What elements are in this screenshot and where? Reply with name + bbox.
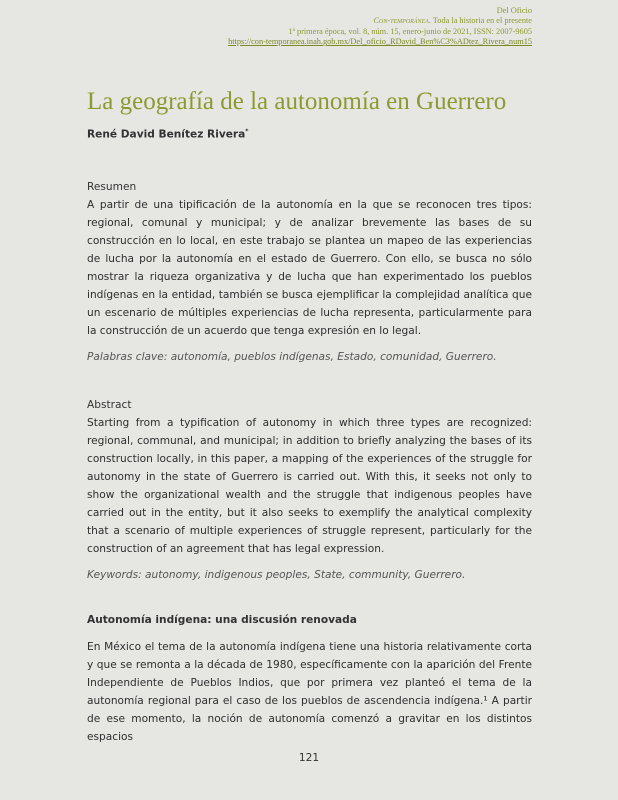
resumen-text: A partir de una tipificación de la autonomía en la que se reconocen tres tipos: regional, comunal y municipal; y de analizar brevemente las bases de su construcción en lo local, en este trabajo se plantea un mapeo de las experiencias de lucha por la autonomía en el estado de Guerrero. Con ello, se busca no sólo mostrar la riqueza organizativa y de lucha que han experimentado los pueblos indígenas en la entidad, también se busca ejemplificar la complejidad analítica que un escenario de múltiples experiencias de lucha representa, particularmente para la construcción de un acuerdo que tenga expresión en lo legal. — [87, 199, 532, 337]
resumen-label: Resumen — [87, 181, 137, 193]
author-footnote-mark[interactable]: * — [245, 128, 249, 135]
abstract-block — [87, 396, 532, 584]
resumen-keywords: Palabras clave: autonomía, pueblos indígenas, Estado, comunidad, Guerrero. — [87, 351, 497, 363]
abstract-keywords: Keywords: autonomy, indigenous peoples, State, community, Guerrero. — [87, 569, 466, 581]
header-section: Del Oficio — [496, 6, 532, 15]
author-line — [87, 128, 248, 141]
article-title: La geografía de la autonomía en Guerrero — [87, 88, 507, 115]
abstract-label: Abstract — [87, 399, 132, 411]
header-issue: 1ª primera época, vol. 8, núm. 15, enero-junio de 2021, ISSN: 2007-9605 — [288, 26, 532, 36]
journal-subtitle: . Toda la historia en el presente — [428, 16, 532, 26]
section-block — [87, 614, 532, 746]
section-heading: Autonomía indígena: una discusión renovada — [87, 614, 357, 626]
article-url-link[interactable]: https://con-temporanea.inah.gob.mx/Del_oficio_RDavid_Ben%C3%ADtez_Rivera_num15 — [228, 37, 532, 47]
page-number: 121 — [298, 752, 320, 764]
author-name: René David Benítez Rivera — [87, 128, 246, 141]
journal-name: Con-temporánea — [373, 16, 429, 26]
section-paragraph: En México el tema de la autonomía indígena tiene una historia relativamente corta y que se remonta a la década de 1980, específicamente con la aparición del Frente Independiente de Pueblos Indios, que por primera vez planteó el tema de la autonomía regional para el caso de los pueblos de ascendencia indígena.¹ A partir de ese momento, la noción de autonomía comenzó a gravitar en los distintos espacios — [87, 641, 532, 743]
running-header — [228, 6, 532, 48]
header-journal-line — [228, 16, 532, 26]
abstract-text: Starting from a typification of autonomy in which three types are recognized: regional, communal, and municipal; in addition to briefly analyzing the bases of its construction locally, in this paper, a mapping of the experiences of the struggle for autonomy in the state of Guerrero is carried out. With this, it seeks not only to show the organizational wealth and the struggle that indigenous peoples have carried out in the entity, but it also seeks to exemplify the analytical complexity that a scenario of multiple experiences of struggle represent, particularly for the construction of an agreement that has legal expression. — [87, 417, 532, 555]
resumen-block — [87, 178, 532, 366]
